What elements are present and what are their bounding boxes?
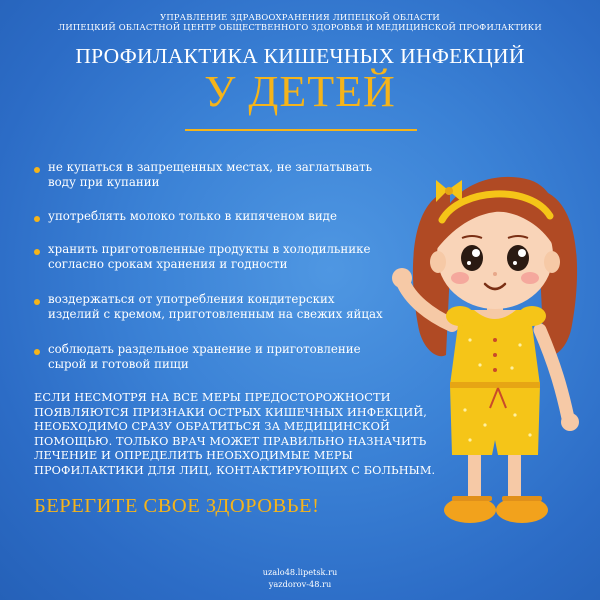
tip-text: воздержаться от употребления кондитерских изделий с кремом, приготовленным на свежих яйцах bbox=[48, 292, 383, 321]
tip-text: соблюдать раздельное хранение и приготовление сырой и готовой пищи bbox=[48, 342, 361, 371]
warning-paragraph: ЕСЛИ НЕСМОТРЯ НА ВСЕ МЕРЫ ПРЕДОСТОРОЖНОСТИ ПОЯВЛЯЮТСЯ ПРИЗНАКИ ОСТРЫХ КИШЕЧНЫХ ИНФЕКЦИЙ, НЕОБХОДИМО СРАЗУ ОБРАТИТЬСЯ ЗА МЕДИЦИНСКОЙ ПОМОЩЬЮ. ТОЛЬКО ВРАЧ МОЖЕТ ПРАВИЛЬНО НАЗНАЧИТЬ ЛЕЧЕНИЕ И ОПРЕДЕЛИТЬ НЕОБХОДИМЫЕ МЕРЫ ПРОФИЛАКТИКИ ДЛЯ ЛИЦ, КОНТАКТИРУЮЩИХ С БОЛЬНЫМ. bbox=[34, 391, 436, 477]
org-line-2: ЛИПЕЦКИЙ ОБЛАСТНОЙ ЦЕНТР ОБЩЕСТВЕННОГО ЗДОРОВЬЯ И МЕДИЦИНСКОЙ ПРОФИЛАКТИКИ bbox=[58, 22, 542, 32]
title-underline bbox=[185, 129, 417, 131]
girl-illustration bbox=[390, 150, 600, 550]
bullet-dot-icon bbox=[34, 167, 40, 173]
org-line-1: УПРАВЛЕНИЕ ЗДРАВООХРАНЕНИЯ ЛИПЕЦКОЙ ОБЛАСТИ bbox=[160, 12, 440, 22]
poster-subtitle: У ДЕТЕЙ bbox=[204, 67, 396, 116]
tip-text: не купаться в запрещенных местах, не заглатывать воду при купании bbox=[48, 160, 373, 189]
poster-title: ПРОФИЛАКТИКА КИШЕЧНЫХ ИНФЕКЦИЙ bbox=[75, 44, 525, 68]
slogan: БЕРЕГИТЕ СВОЕ ЗДОРОВЬЕ! bbox=[34, 495, 320, 517]
footer-site-2: yazdorov-48.ru bbox=[268, 579, 332, 589]
bullet-dot-icon bbox=[34, 299, 40, 305]
tip-text: употреблять молоко только в кипяченом виде bbox=[48, 209, 337, 223]
tip-text: хранить приготовленные продукты в холодильнике согласно срокам хранения и годности bbox=[48, 242, 371, 271]
bullet-dot-icon bbox=[34, 349, 40, 355]
footer-site-1: uzalo48.lipetsk.ru bbox=[262, 567, 338, 577]
bullet-dot-icon bbox=[34, 249, 40, 255]
bullet-dot-icon bbox=[34, 216, 40, 222]
